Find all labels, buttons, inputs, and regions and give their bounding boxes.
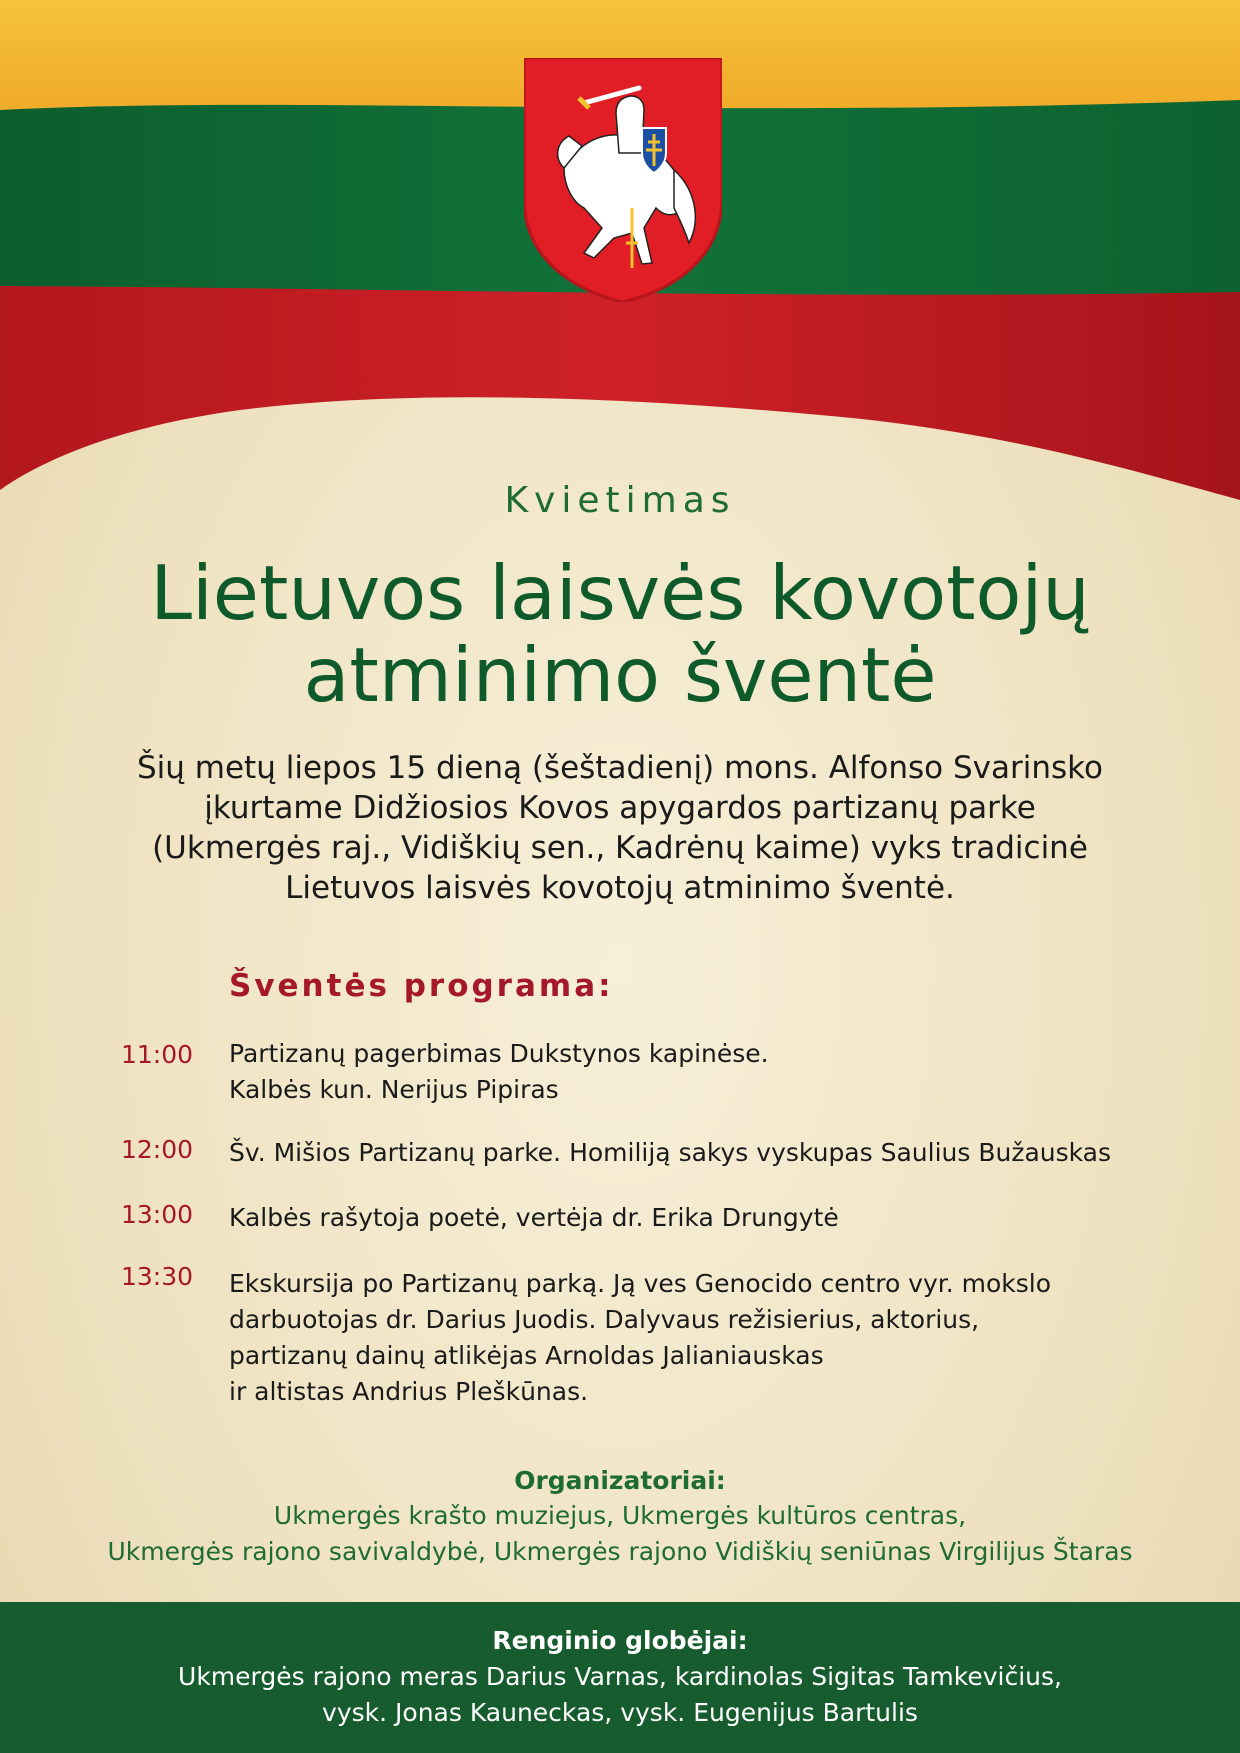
intro-line: įkurtame Didžiosios Kovos apygardos partizanų parke bbox=[204, 790, 1036, 826]
schedule-time: 13:00 bbox=[121, 1200, 194, 1229]
schedule-time: 13:30 bbox=[121, 1262, 194, 1291]
schedule-line: Kalbės rašytoja poetė, vertėja dr. Erika Drungytė bbox=[229, 1203, 839, 1232]
schedule-line: darbuotojas dr. Darius Juodis. Dalyvaus režisierius, aktorius, bbox=[229, 1305, 980, 1334]
schedule-description bbox=[229, 1266, 1229, 1410]
schedule-line: ir altistas Andrius Pleškūnas. bbox=[229, 1377, 589, 1406]
organizers-line: Ukmergės krašto muziejus, Ukmergės kultūros centras, bbox=[273, 1501, 967, 1530]
organizers-title: Organizatoriai: bbox=[514, 1466, 726, 1495]
schedule-description bbox=[229, 1200, 1229, 1236]
schedule-time: 11:00 bbox=[121, 1040, 194, 1069]
schedule-line: Kalbės kun. Nerijus Pipiras bbox=[229, 1075, 559, 1104]
organizers-line: Ukmergės rajono savivaldybė, Ukmergės rajono Vidiškių seniūnas Virgilijus Štaras bbox=[107, 1537, 1133, 1566]
intro-line: Lietuvos laisvės kovotojų atminimo šventė. bbox=[285, 870, 955, 906]
schedule-line: Šv. Mišios Partizanų parke. Homiliją sakys vyskupas Saulius Bužauskas bbox=[229, 1138, 1112, 1167]
schedule-line: Partizanų pagerbimas Dukstynos kapinėse. bbox=[229, 1039, 769, 1068]
schedule-description bbox=[229, 1036, 1229, 1108]
schedule-description bbox=[229, 1135, 1229, 1171]
event-title-line: Lietuvos laisvės kovotojų bbox=[150, 549, 1090, 637]
intro-paragraph bbox=[0, 748, 1240, 908]
event-title-line: atminimo šventė bbox=[303, 631, 937, 719]
patrons-line: Ukmergės rajono meras Darius Varnas, kardinolas Sigitas Tamkevičius, bbox=[178, 1662, 1062, 1691]
event-title bbox=[0, 549, 1240, 719]
patrons-title: Renginio globėjai: bbox=[492, 1626, 748, 1655]
schedule-line: partizanų dainų atlikėjas Arnoldas Jalianiauskas bbox=[229, 1341, 824, 1370]
intro-line: (Ukmergės raj., Vidiškių sen., Kadrėnų kaime) vyks tradicinė bbox=[152, 830, 1088, 866]
schedule-line: Ekskursija po Partizanų parką. Ją ves Genocido centro vyr. mokslo bbox=[229, 1269, 1052, 1298]
program-title: Šventės programa: bbox=[229, 968, 614, 1004]
flag-red-stripe bbox=[0, 286, 1240, 500]
vytis-coat-of-arms-icon bbox=[524, 58, 722, 302]
intro-line: Šių metų liepos 15 dieną (šeštadienį) mons. Alfonso Svarinsko bbox=[137, 750, 1103, 786]
patrons-line: vysk. Jonas Kauneckas, vysk. Eugenijus Bartulis bbox=[322, 1698, 918, 1727]
schedule-time: 12:00 bbox=[121, 1135, 194, 1164]
patrons-footer bbox=[0, 1602, 1240, 1753]
invitation-label: Kvietimas bbox=[504, 480, 736, 521]
